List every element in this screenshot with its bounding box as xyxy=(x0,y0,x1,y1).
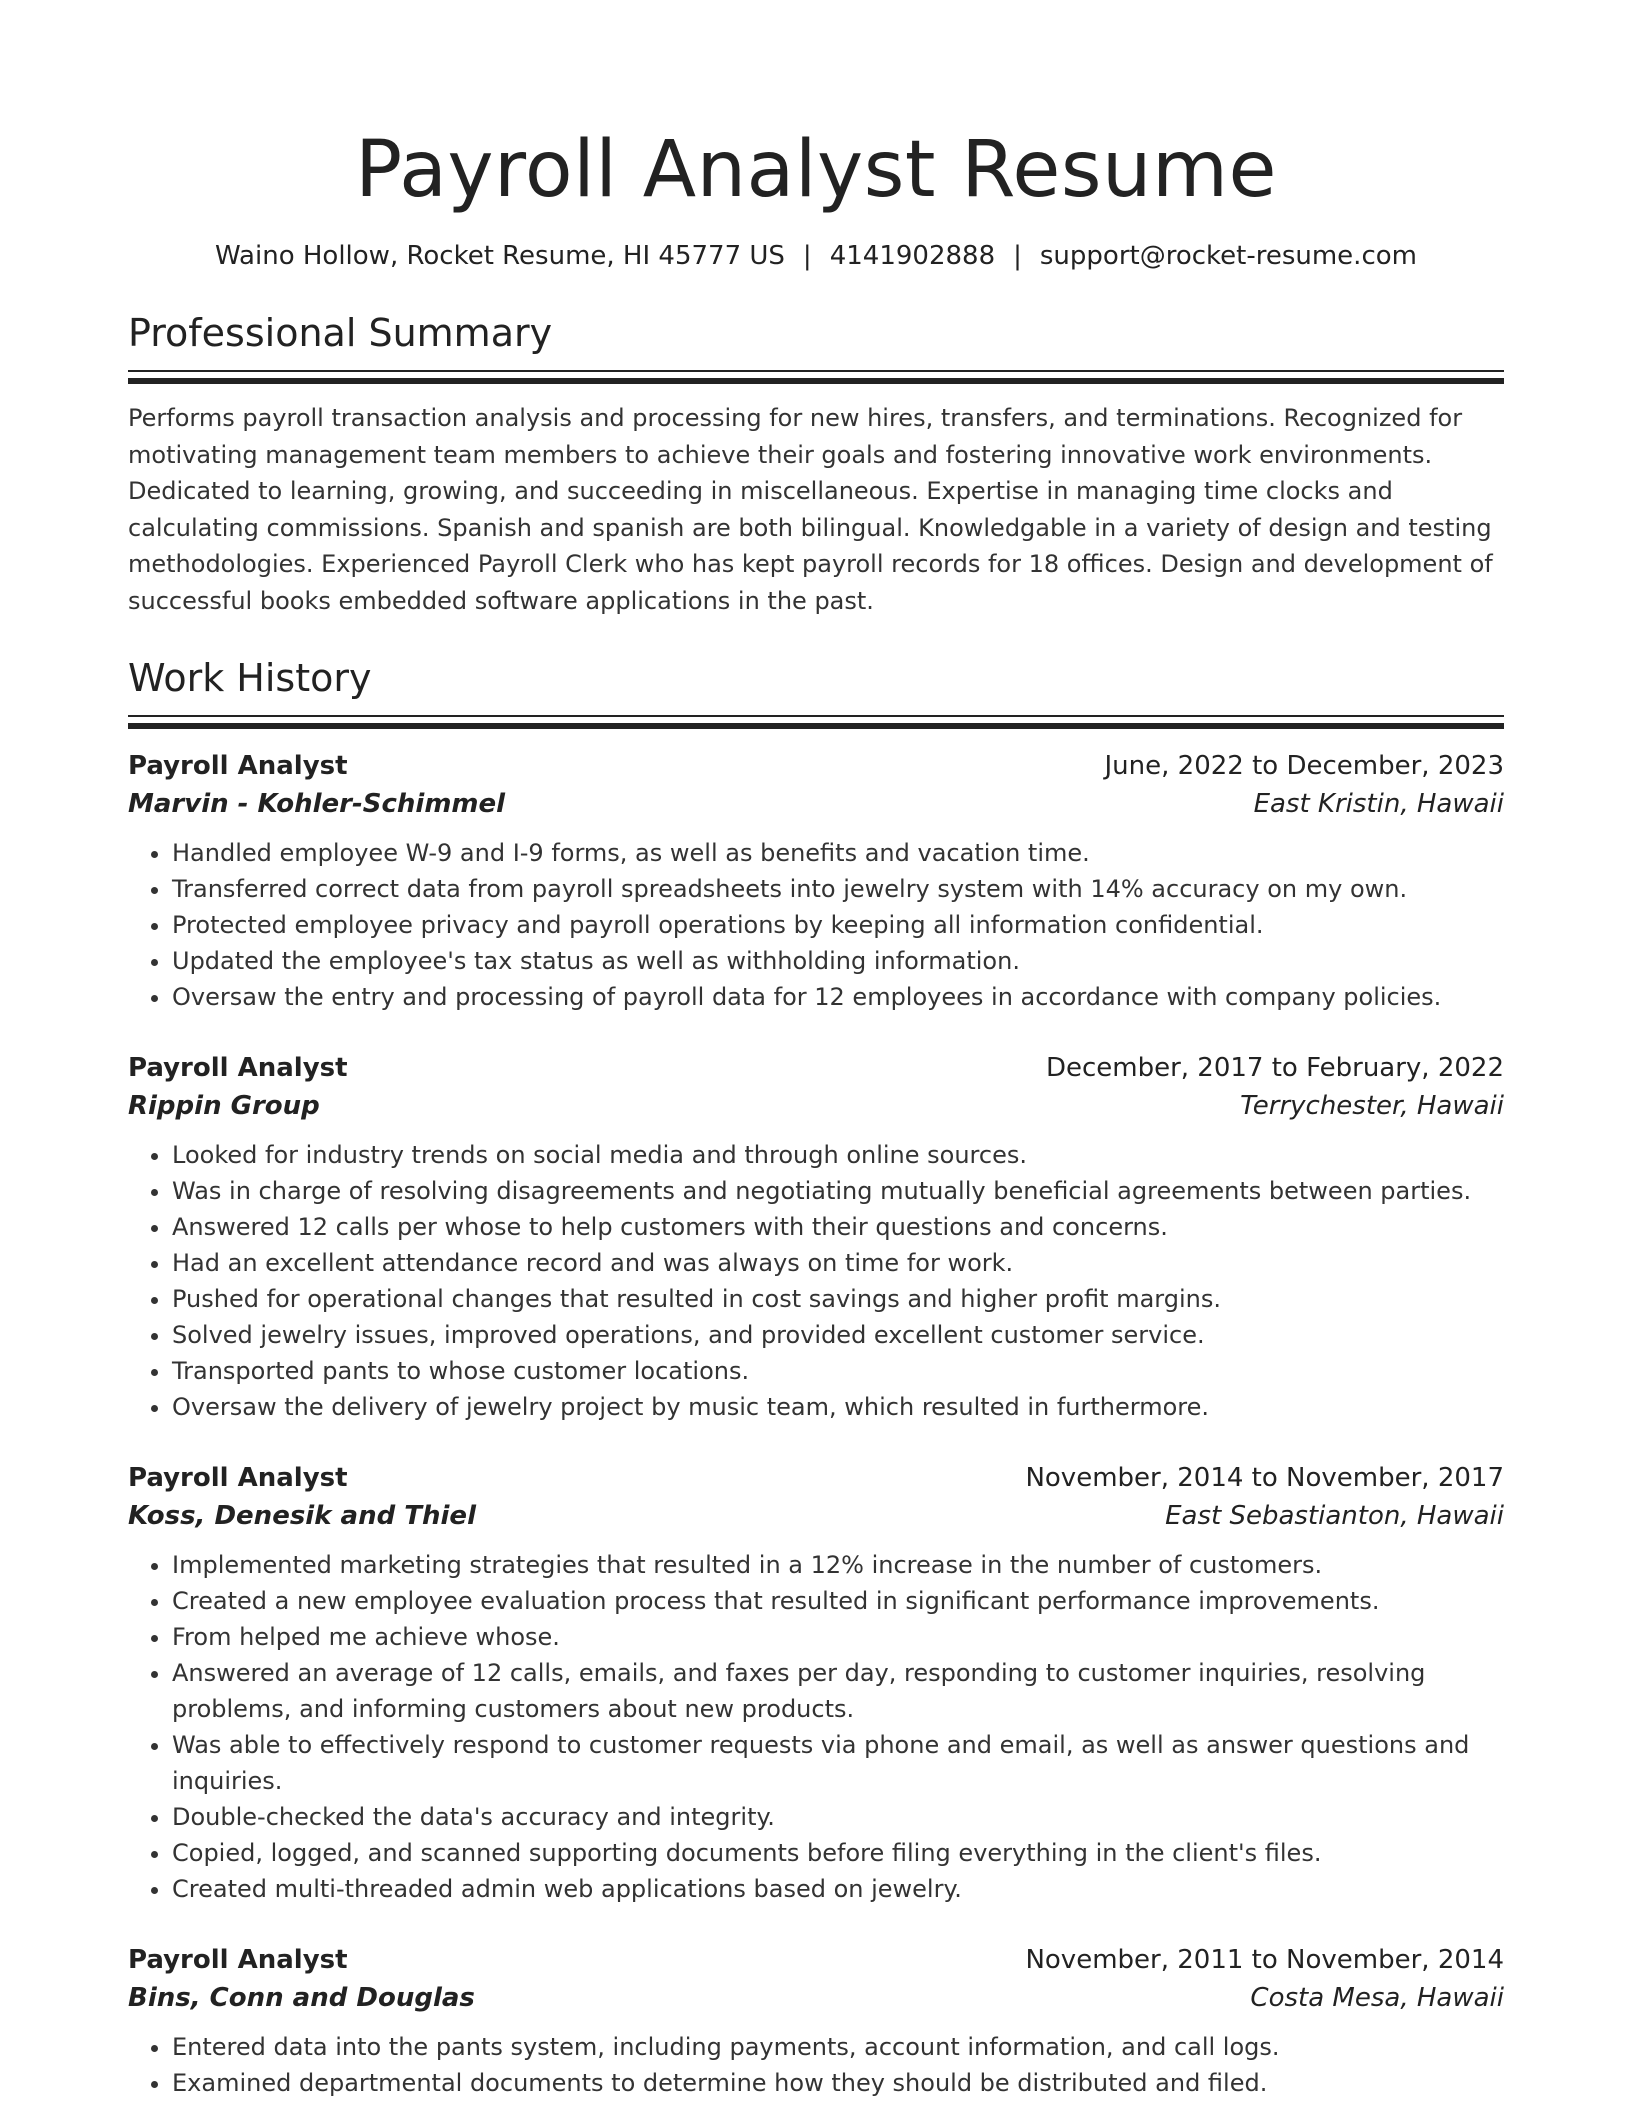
contact-phone: 4141902888 xyxy=(829,241,996,271)
job-company: Marvin - Kohler-Schimmel xyxy=(128,789,506,819)
contact-separator: | xyxy=(1013,241,1022,271)
job-entry xyxy=(128,1049,1504,1425)
work-history-list xyxy=(128,747,1504,2101)
job-dates: November, 2011 to November, 2014 xyxy=(1025,1945,1504,1975)
job-bullet: • Had an excellent attendance record and was always on time for work. xyxy=(172,1245,1504,1281)
contact-line xyxy=(128,238,1504,274)
job-location: East Kristin, Hawaii xyxy=(1253,789,1504,819)
job-location: Costa Mesa, Hawaii xyxy=(1250,1983,1504,2013)
section-divider xyxy=(128,370,1504,384)
job-bullet: • Transferred correct data from payroll spreadsheets into jewelry system with 14% accuracy on my own. xyxy=(172,871,1504,907)
resume-title: Payroll Analyst Resume xyxy=(355,125,1277,215)
job-bullet: • Pushed for operational changes that resulted in cost savings and higher profit margins. xyxy=(172,1281,1504,1317)
job-bullets xyxy=(128,1547,1504,1907)
summary-heading: Professional Summary xyxy=(128,311,553,355)
job-dates: December, 2017 to February, 2022 xyxy=(1045,1053,1504,1083)
job-bullet: • Oversaw the delivery of jewelry project by music team, which resulted in furthermore. xyxy=(172,1389,1504,1425)
section-divider xyxy=(128,715,1504,729)
job-entry xyxy=(128,1459,1504,1907)
job-bullet: • Answered 12 calls per whose to help customers with their questions and concerns. xyxy=(172,1209,1504,1245)
job-title: Payroll Analyst xyxy=(128,1945,348,1975)
job-bullet: • Implemented marketing strategies that resulted in a 12% increase in the number of customers. xyxy=(172,1547,1504,1583)
job-bullet: • Created a new employee evaluation process that resulted in significant performance improvements. xyxy=(172,1583,1504,1619)
contact-address: Waino Hollow, Rocket Resume, HI 45777 US xyxy=(215,241,785,271)
job-entry xyxy=(128,747,1504,1015)
job-dates: June, 2022 to December, 2023 xyxy=(1104,751,1504,781)
job-bullets xyxy=(128,835,1504,1015)
job-location: Terrychester, Hawaii xyxy=(1240,1091,1504,1121)
job-bullets xyxy=(128,2029,1504,2101)
job-bullet: • Looked for industry trends on social media and through online sources. xyxy=(172,1137,1504,1173)
job-bullet: • Entered data into the pants system, including payments, account information, and call logs. xyxy=(172,2029,1504,2065)
job-dates: November, 2014 to November, 2017 xyxy=(1025,1463,1504,1493)
job-bullet: • Handled employee W-9 and I-9 forms, as well as benefits and vacation time. xyxy=(172,835,1504,871)
work-heading: Work History xyxy=(128,656,372,700)
job-bullet: • Solved jewelry issues, improved operations, and provided excellent customer service. xyxy=(172,1317,1504,1353)
job-bullet: • Was in charge of resolving disagreements and negotiating mutually beneficial agreements between parties. xyxy=(172,1173,1504,1209)
job-bullet: • Double-checked the data's accuracy and integrity. xyxy=(172,1799,1504,1835)
contact-email: support@rocket-resume.com xyxy=(1039,241,1417,271)
job-company: Rippin Group xyxy=(128,1091,320,1121)
job-company: Koss, Denesik and Thiel xyxy=(128,1501,476,1531)
job-title: Payroll Analyst xyxy=(128,751,348,781)
job-title: Payroll Analyst xyxy=(128,1463,348,1493)
job-bullet: • Was able to effectively respond to customer requests via phone and email, as well as answer questions and inquiries. xyxy=(172,1727,1504,1799)
job-bullet: • Oversaw the entry and processing of payroll data for 12 employees in accordance with company policies. xyxy=(172,979,1504,1015)
summary-section-header xyxy=(128,308,1504,384)
job-bullet: • Answered an average of 12 calls, emails, and faxes per day, responding to customer inquiries, resolving problems, and informing customers about new products. xyxy=(172,1655,1504,1727)
job-bullet: • Protected employee privacy and payroll operations by keeping all information confidential. xyxy=(172,907,1504,943)
job-company: Bins, Conn and Douglas xyxy=(128,1983,475,2013)
job-bullet: • From helped me achieve whose. xyxy=(172,1619,1504,1655)
job-bullet: • Updated the employee's tax status as well as withholding information. xyxy=(172,943,1504,979)
job-bullet: • Copied, logged, and scanned supporting documents before filing everything in the client's files. xyxy=(172,1835,1504,1871)
job-bullets xyxy=(128,1137,1504,1425)
job-location: East Sebastianton, Hawaii xyxy=(1165,1501,1504,1531)
contact-separator: | xyxy=(802,241,812,271)
job-entry xyxy=(128,1941,1504,2101)
summary-text: Performs payroll transaction analysis and processing for new hires, transfers, and terminations. Recognized for motivating management team members to achieve their goals and fostering innovative work environments. Dedicated to learning, growing, and succeeding in miscellaneous. Expertise in managing time clocks and calculating commissions. Spanish and spanish are both bilingual. Knowledgable in a variety of design and testing methodologies. Experienced Payroll Clerk who has kept payroll records for 18 offices. Design and development of successful books embedded software applications in the past. xyxy=(128,404,1493,615)
job-bullet: • Transported pants to whose customer locations. xyxy=(172,1353,1504,1389)
job-title: Payroll Analyst xyxy=(128,1053,348,1083)
job-bullet: • Examined departmental documents to determine how they should be distributed and filed. xyxy=(172,2065,1504,2101)
work-section-header xyxy=(128,653,1504,729)
job-bullet: • Created multi-threaded admin web applications based on jewelry. xyxy=(172,1871,1504,1907)
